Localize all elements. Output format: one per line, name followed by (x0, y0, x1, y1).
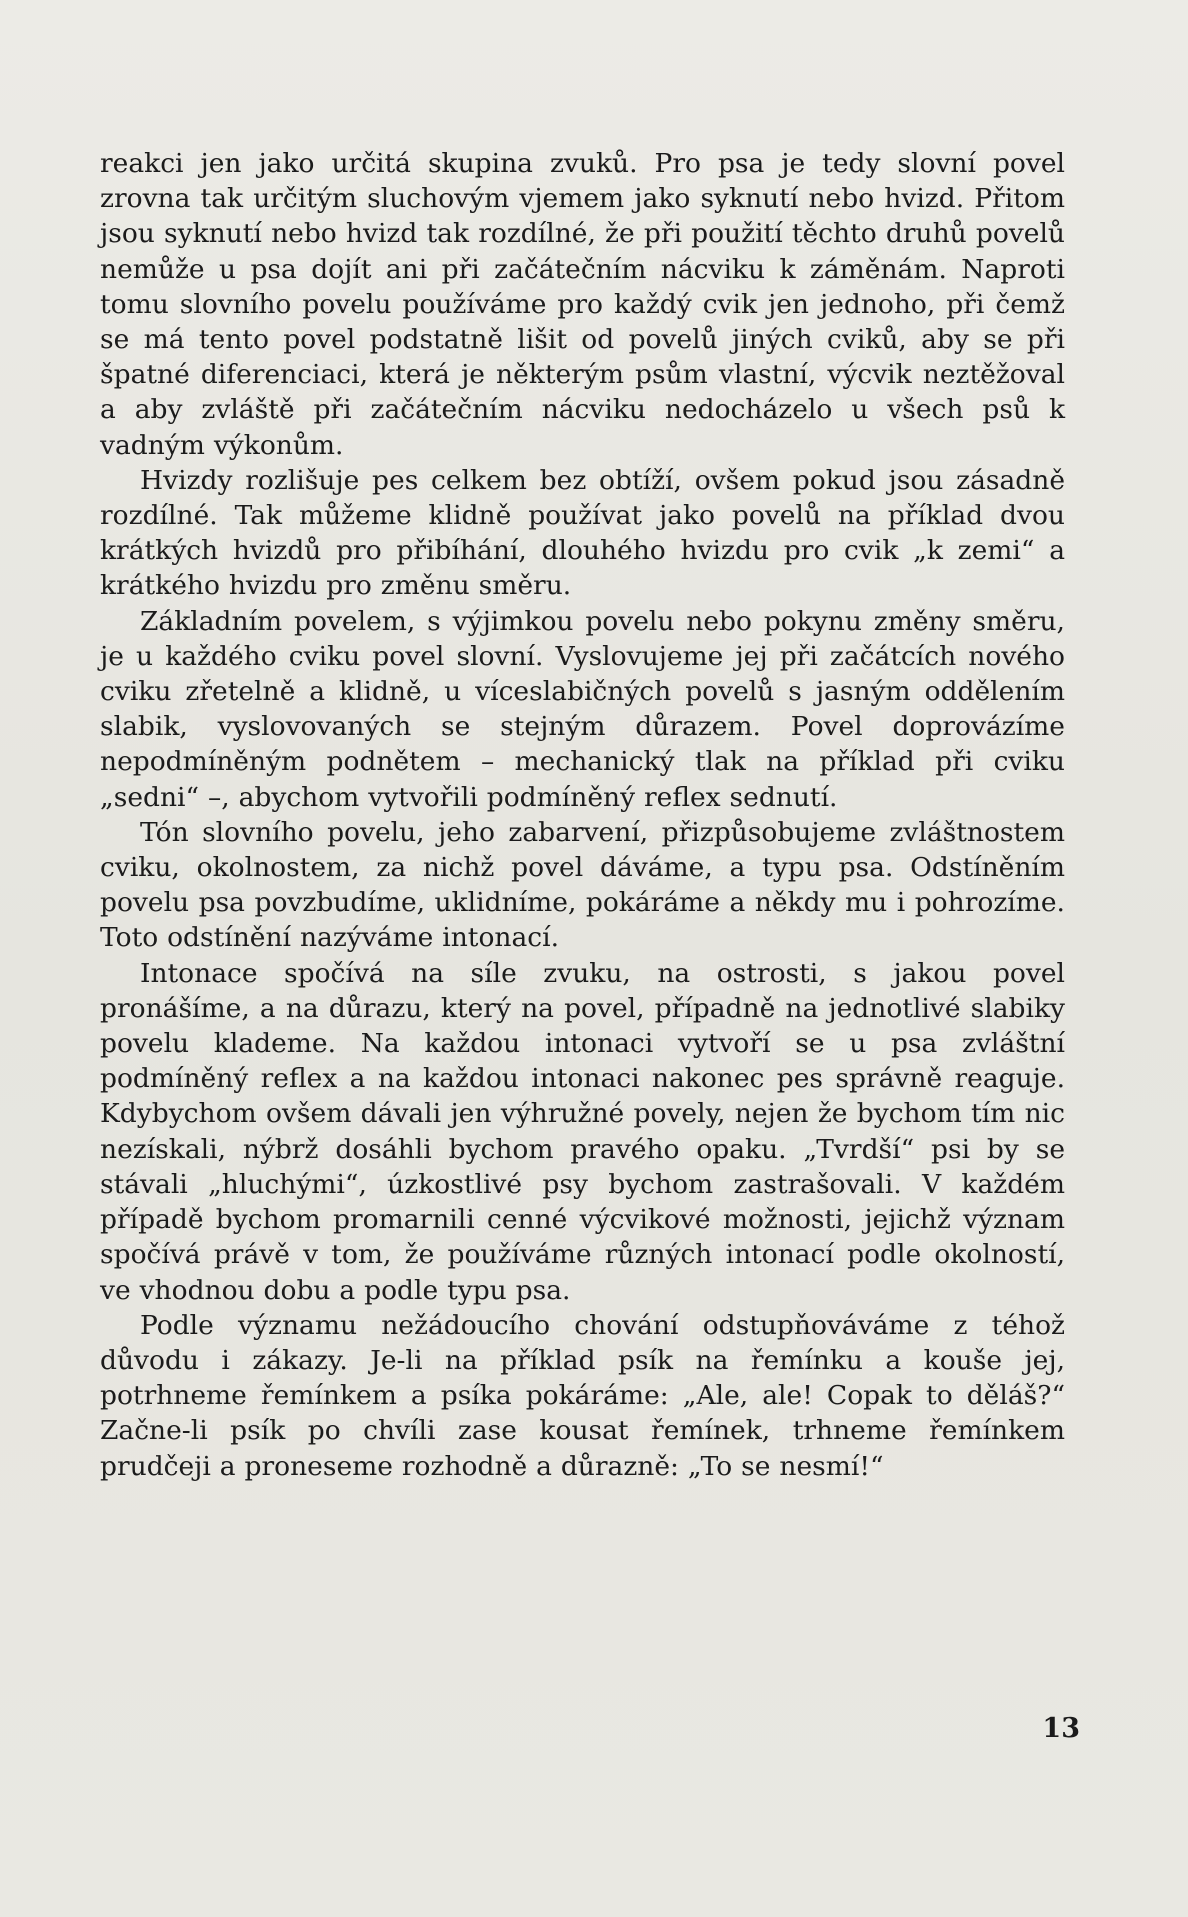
page-number: 13 (1042, 1713, 1080, 1744)
paragraph-1: reakci jen jako určitá skupina zvuků. Pro psa je tedy slovní povel zrovna tak určitým sluchovým vjemem jako syknutí nebo hvizd. Přitom jsou syknutí nebo hvizd tak rozdílné, že při použití těchto druhů povelů nemůže u psa dojít ani při začátečním nácviku k záměnám. Naproti tomu slovního povelu používáme pro každý cvik jen jednoho, při čemž se má tento povel podstatně lišit od povelů jiných cviků, aby se při špatné diferenciaci, která je některým psům vlastní, výcvik neztěžoval a aby zvláště při začátečním nácviku nedocházelo u všech psů k vadným výkonům. (100, 148, 1065, 461)
paragraph-5: Intonace spočívá na síle zvuku, na ostrosti, s jakou povel pronášíme, a na důrazu, který na povel, případně na jednotlivé slabiky povelu klademe. Na každou intonaci vytvoří se u psa zvláštní podmíněný reflex a na každou intonaci nakonec pes správně reaguje. Kdybychom ovšem dávali jen výhružné povely, nejen že bychom tím nic nezískali, nýbrž dosáhli bychom pravého opaku. „Tvrdší“ psi by se stávali „hluchými“, úzkostlivé psy bychom zastrašovali. V každém případě bychom promarnili cenné výcvikové možnosti, jejichž význam spočívá právě v tom, že používáme různých intonací podle okolností, ve vhodnou dobu a podle typu psa. (100, 957, 1065, 1306)
paragraph-3: Základním povelem, s výjimkou povelu nebo pokynu změny směru, je u každého cviku povel slovní. Vyslovujeme jej při začátcích nového cviku zřetelně a klidně, u víceslabičných povelů s jasným oddělením slabik, vyslovovaných se stejným důrazem. Povel doprovázíme nepodmíněným podnětem – mechanický tlak na příklad při cviku „sedni“ –, abychom vytvořili podmíněný reflex sednutí. (100, 605, 1065, 813)
body-text (100, 146, 1065, 1484)
paragraph-4: Tón slovního povelu, jeho zabarvení, přizpůsobujeme zvláštnostem cviku, okolnostem, za nichž povel dáváme, a typu psa. Odstíněním povelu psa povzbudíme, uklidníme, pokáráme a někdy mu i pohrozíme. Toto odstínění nazýváme intonací. (100, 816, 1065, 954)
paragraph-2: Hvizdy rozlišuje pes celkem bez obtíží, ovšem pokud jsou zásadně rozdílné. Tak můžeme klidně používat jako povelů na příklad dvou krátkých hvizdů pro přibíhání, dlouhého hvizdu pro cvik „k zemi“ a krátkého hvizdu pro změnu směru. (100, 464, 1065, 602)
paragraph-6: Podle významu nežádoucího chování odstupňováváme z téhož důvodu i zákazy. Je-li na příklad psík na řemínku a kouše jej, potrhneme řemínkem a psíka pokáráme: „Ale, ale! Copak to děláš?“ Začne-li psík po chvíli zase kousat řemínek, trhneme řemínkem prudčeji a proneseme rozhodně a důrazně: „To se nesmí!“ (100, 1309, 1065, 1482)
